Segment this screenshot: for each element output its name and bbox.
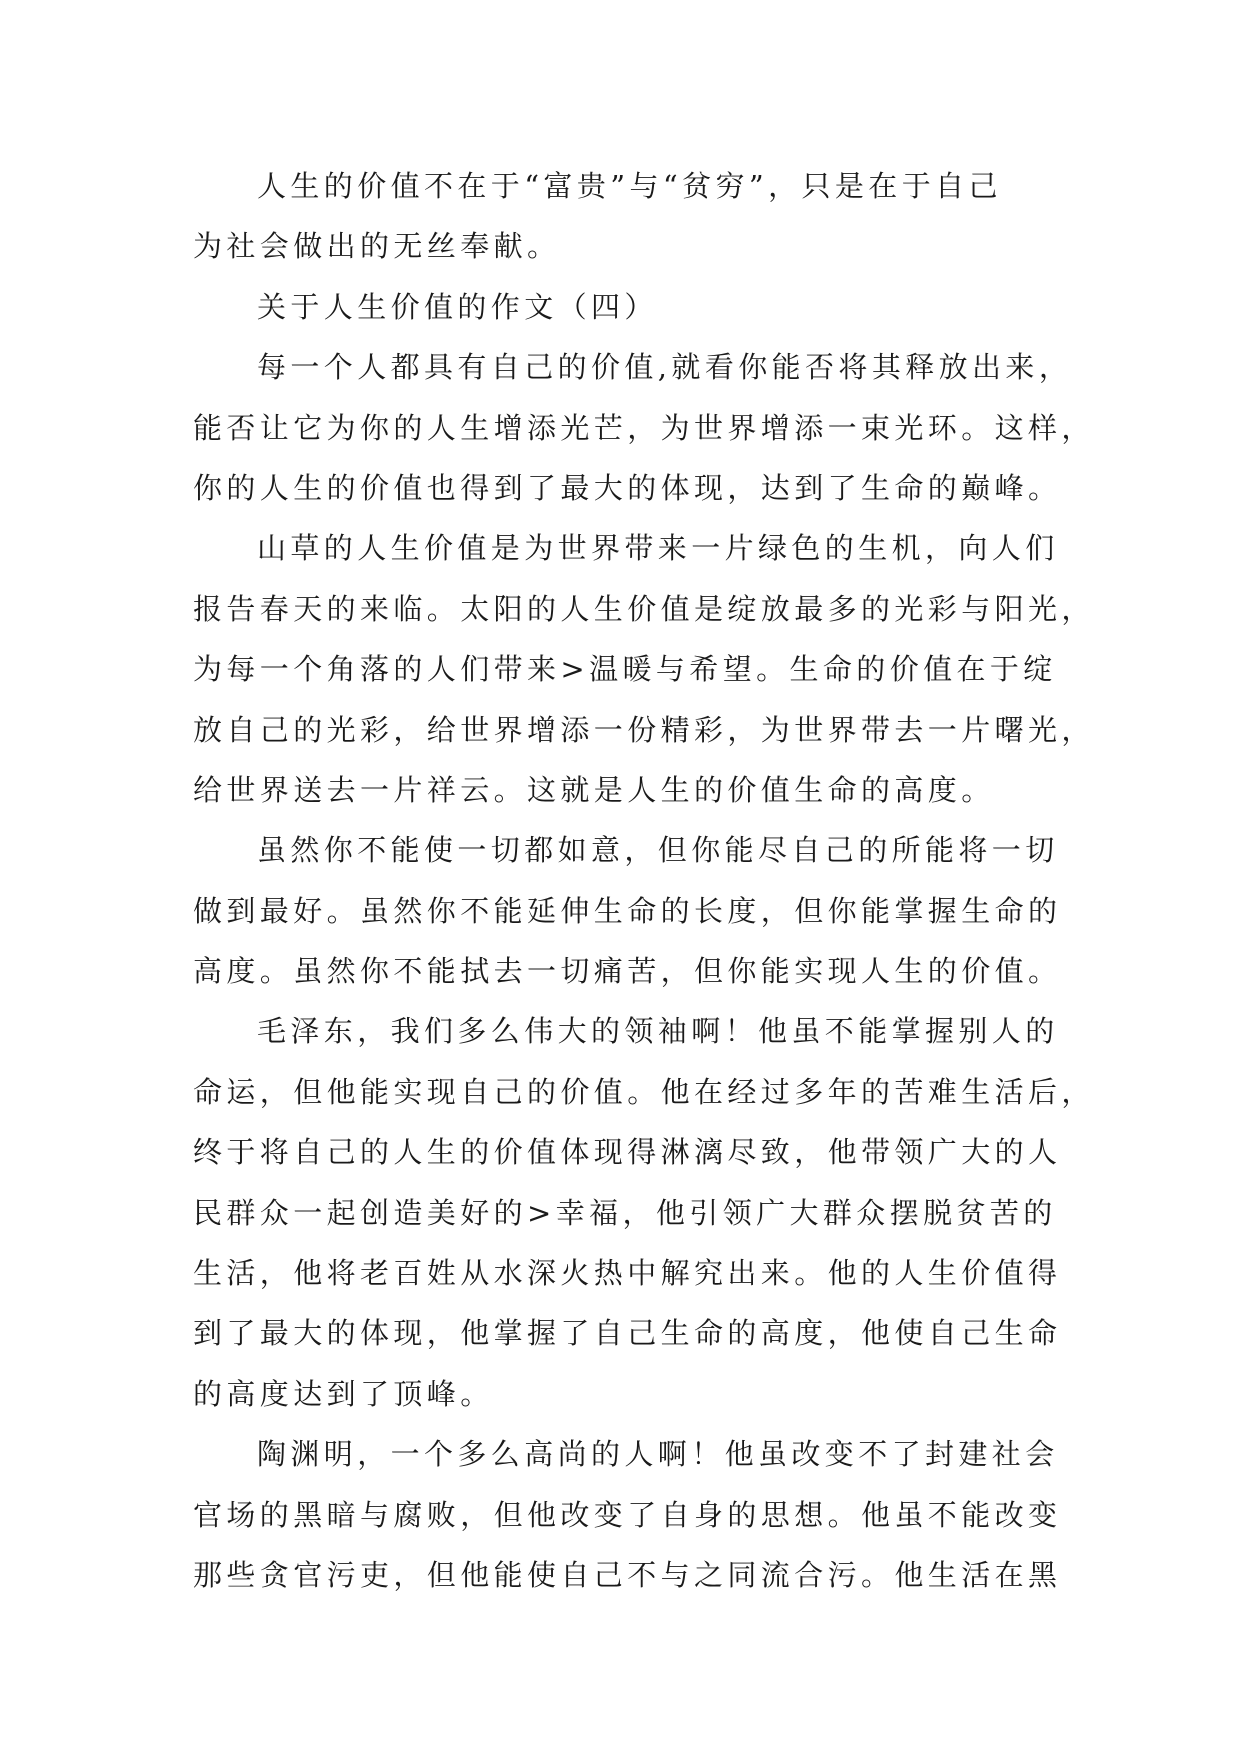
paragraph <box>193 820 1063 1001</box>
text-line: 民群众一起创造美好的>幸福，他引领广大群众摆脱贫苦的 <box>193 1195 1057 1230</box>
text-line: 放自己的光彩，给世界增添一份精彩，为世界带去一片曙光， <box>193 712 1095 747</box>
paragraph <box>193 1001 1095 1424</box>
document-body <box>193 156 1095 1605</box>
text-line: 高度。虽然你不能拭去一切痛苦，但你能实现人生的价值。 <box>193 954 1062 989</box>
text-line: 每一个人都具有自己的价值,就看你能否将其释放出来， <box>257 350 1073 385</box>
text-line: 为社会做出的无丝奉献。 <box>193 229 561 264</box>
paragraph <box>193 337 1095 518</box>
text-line: 终于将自己的人生的价值体现得淋漓尽致，他带领广大的人 <box>193 1135 1062 1170</box>
text-line: 给世界送去一片祥云。这就是人生的价值生命的高度。 <box>193 772 995 807</box>
text-line: 生活，他将老百姓从水深火热中解究出来。他的人生价值得 <box>193 1256 1062 1291</box>
paragraph <box>193 518 1095 820</box>
text-line: 那些贪官污吏，但他能使自己不与之同流合污。他生活在黑 <box>193 1557 1062 1592</box>
paragraph <box>193 156 1063 277</box>
text-line: 虽然你不能使一切都如意，但你能尽自己的所能将一切 <box>257 833 1059 868</box>
text-line: 做到最好。虽然你不能延伸生命的长度，但你能掌握生命的 <box>193 893 1062 928</box>
text-line: 关于人生价值的作文（四） <box>257 289 658 324</box>
text-line: 到了最大的体现，他掌握了自己生命的高度，他使自己生命 <box>193 1316 1062 1351</box>
text-line: 陶渊明，一个多么高尚的人啊！他虽改变不了封建社会 <box>257 1437 1059 1472</box>
text-line: 官场的黑暗与腐败，但他改变了自身的思想。他虽不能改变 <box>193 1497 1062 1532</box>
text-line: 你的人生的价值也得到了最大的体现，达到了生命的巅峰。 <box>193 470 1062 505</box>
text-line: 命运，但他能实现自己的价值。他在经过多年的苦难生活后， <box>193 1074 1095 1109</box>
paragraph <box>193 1424 1063 1605</box>
text-line: 报告春天的来临。太阳的人生价值是绽放最多的光彩与阳光， <box>193 591 1095 626</box>
text-line: 的高度达到了顶峰。 <box>193 1376 494 1411</box>
text-line: 能否让它为你的人生增添光芒，为世界增添一束光环。这样， <box>193 410 1095 445</box>
text-line: 毛泽东，我们多么伟大的领袖啊！他虽不能掌握别人的 <box>257 1014 1059 1049</box>
text-line: 人生的价值不在于“富贵”与“贫穷”，只是在于自己 <box>257 169 1002 203</box>
text-line: 为每一个角落的人们带来>温暖与希望。生命的价值在于绽 <box>193 652 1057 687</box>
text-line: 山草的人生价值是为世界带来一片绿色的生机，向人们 <box>257 531 1059 566</box>
paragraph <box>193 277 1063 337</box>
